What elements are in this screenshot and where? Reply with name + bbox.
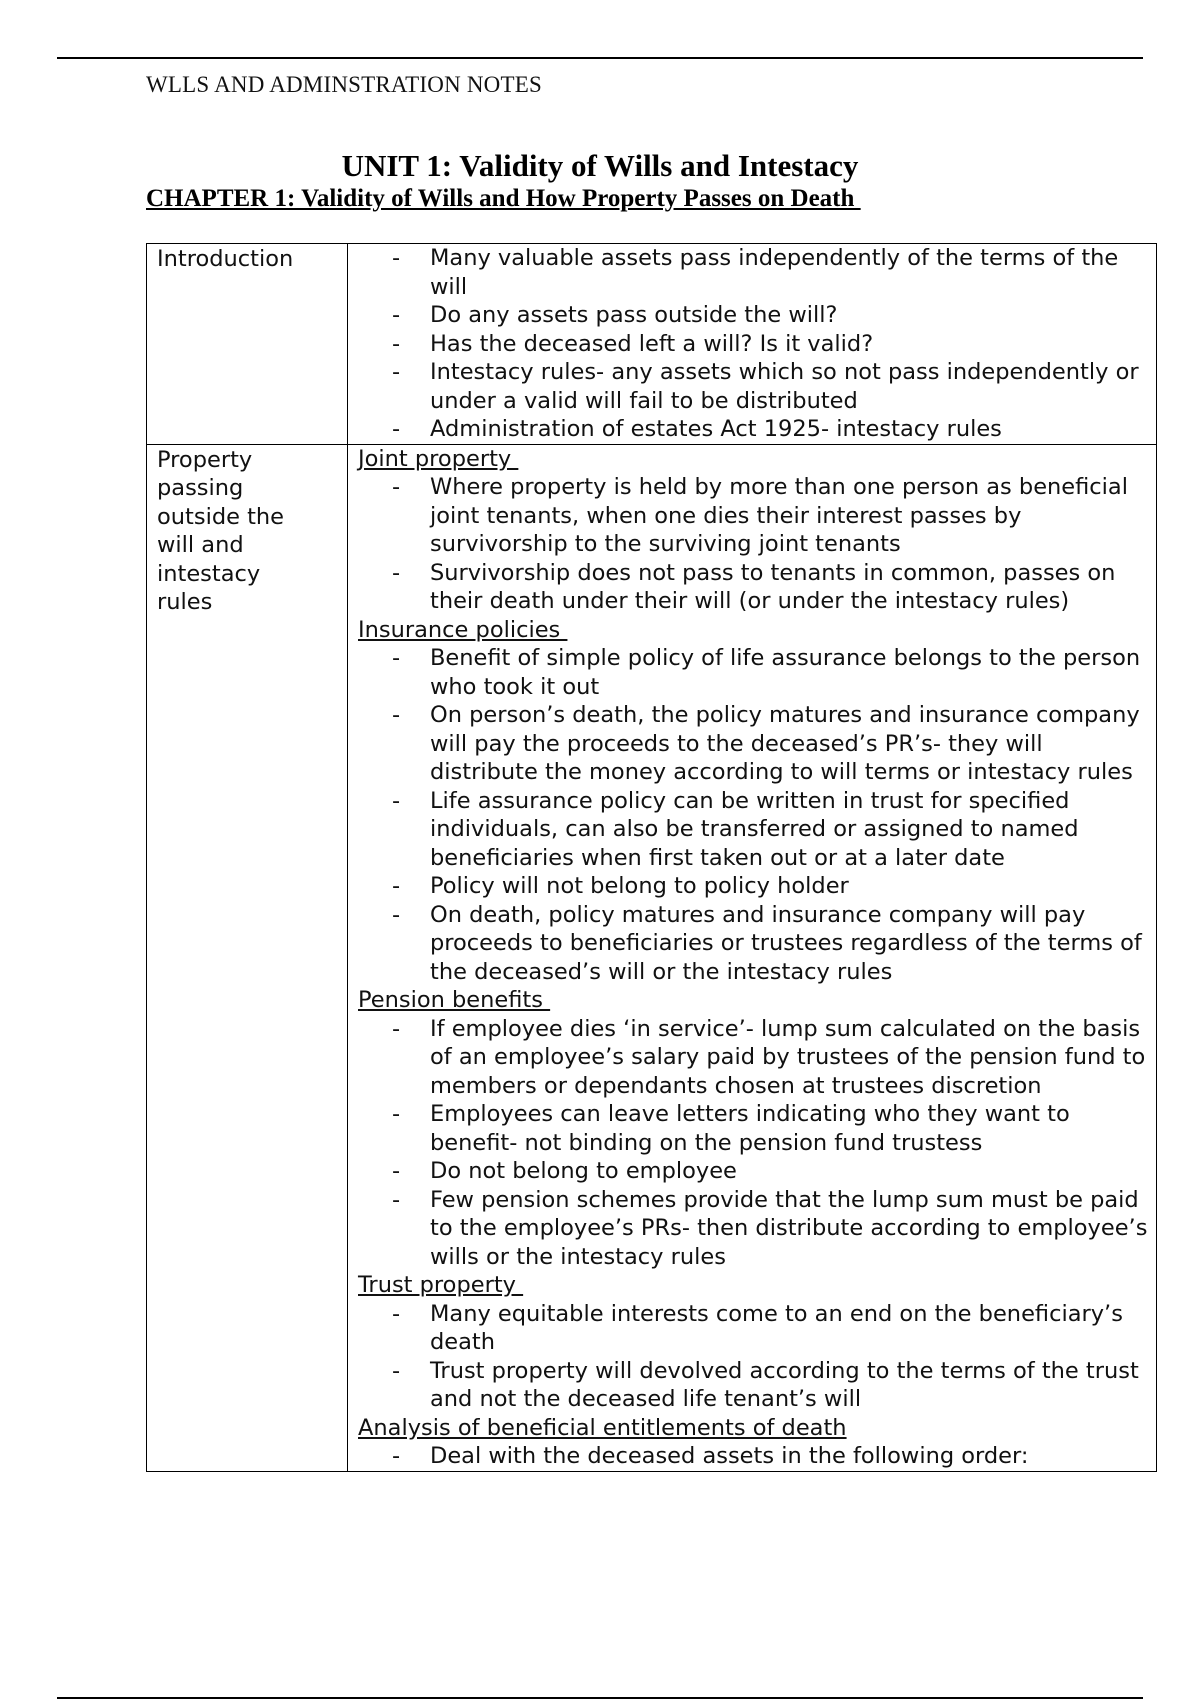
label-line: rules [157, 589, 213, 615]
section-heading-beneficial-entitlements: Analysis of beneficial entitlements of death [358, 1414, 847, 1441]
section-heading-pension-benefits: Pension benefits [358, 987, 551, 1013]
list-item: - If employee dies ‘in service’- lump sum calculated on the basis of an employee’s salary paid by trustees of the pension fund to members or dependants chosen at trustees discretion [348, 1015, 1156, 1101]
list-item: - Employees can leave letters indicating who they want to benefit- not binding on the pension fund trustess [348, 1100, 1156, 1157]
list-item: - Intestacy rules- any assets which so not pass independently or under a valid will fail to be distributed [348, 358, 1156, 415]
pension-benefits-bullet-list [348, 1015, 1156, 1272]
section-heading-joint-property: Joint property [358, 445, 519, 472]
row-label-property-passing [147, 444, 348, 1471]
introduction-bullet-list [348, 244, 1156, 444]
label-line: Property [157, 446, 253, 473]
table-row-introduction [147, 244, 1157, 445]
row-content-property-passing [348, 444, 1157, 1471]
row-content-introduction [348, 244, 1157, 445]
list-item: - Where property is held by more than one person as beneficial joint tenants, when one dies their interest passes by survivorship to the surviving joint tenants [348, 473, 1156, 559]
list-item: - Many valuable assets pass independently of the terms of the will [348, 244, 1156, 301]
list-item: - Life assurance policy can be written in trust for specified individuals, can also be transferred or assigned to named beneficiaries when first taken out or at a later date [348, 787, 1156, 873]
section-heading-insurance-policies: Insurance policies [358, 616, 568, 643]
list-item: - On death, policy matures and insurance company will pay proceeds to beneficiaries or trustees regardless of the terms of the deceased’s will or the intestacy rules [348, 901, 1156, 987]
list-item: - Do not belong to employee [348, 1157, 1156, 1186]
label-line: passing [157, 475, 244, 501]
joint-property-bullet-list [348, 473, 1156, 616]
list-item: - Many equitable interests come to an end on the beneficiary’s death [348, 1300, 1156, 1357]
notes-table [146, 243, 1157, 1472]
document-header: WLLS AND ADMINSTRATION NOTES [146, 72, 542, 97]
list-item: - Survivorship does not pass to tenants in common, passes on their death under their will (or under the intestacy rules) [348, 559, 1156, 616]
table-row-property-passing [147, 444, 1157, 1471]
list-item: - Administration of estates Act 1925- intestacy rules [348, 415, 1156, 444]
list-item: - Benefit of simple policy of life assurance belongs to the person who took it out [348, 644, 1156, 701]
list-item: - Do any assets pass outside the will? [348, 301, 1156, 330]
top-rule [57, 57, 1143, 59]
chapter-title: CHAPTER 1: Validity of Wills and How Property Passes on Death [146, 185, 861, 212]
list-item: - Trust property will devolved according to the terms of the trust and not the deceased life tenant’s will [348, 1357, 1156, 1414]
section-heading-trust-property: Trust property [358, 1272, 524, 1298]
list-item: - Few pension schemes provide that the lump sum must be paid to the employee’s PRs- then distribute according to employee’s wills or the intestacy rules [348, 1186, 1156, 1272]
row-label-introduction: Introduction [147, 244, 348, 445]
beneficial-entitlements-bullet-list [348, 1442, 1156, 1471]
trust-property-bullet-list [348, 1300, 1156, 1414]
list-item: - Policy will not belong to policy holder [348, 872, 1156, 901]
insurance-policies-bullet-list [348, 644, 1156, 986]
label-line: intestacy [157, 560, 261, 587]
unit-title: UNIT 1: Validity of Wills and Intestacy [341, 148, 859, 183]
list-item: - Deal with the deceased assets in the following order: [348, 1442, 1156, 1471]
label-line: outside the [157, 503, 285, 530]
bottom-rule [57, 1697, 1143, 1699]
label-line: will and [157, 532, 244, 558]
list-item: - On person’s death, the policy matures and insurance company will pay the proceeds to the deceased’s PR’s- they will distribute the money according to will terms or intestacy rules [348, 701, 1156, 787]
list-item: - Has the deceased left a will? Is it valid? [348, 330, 1156, 359]
